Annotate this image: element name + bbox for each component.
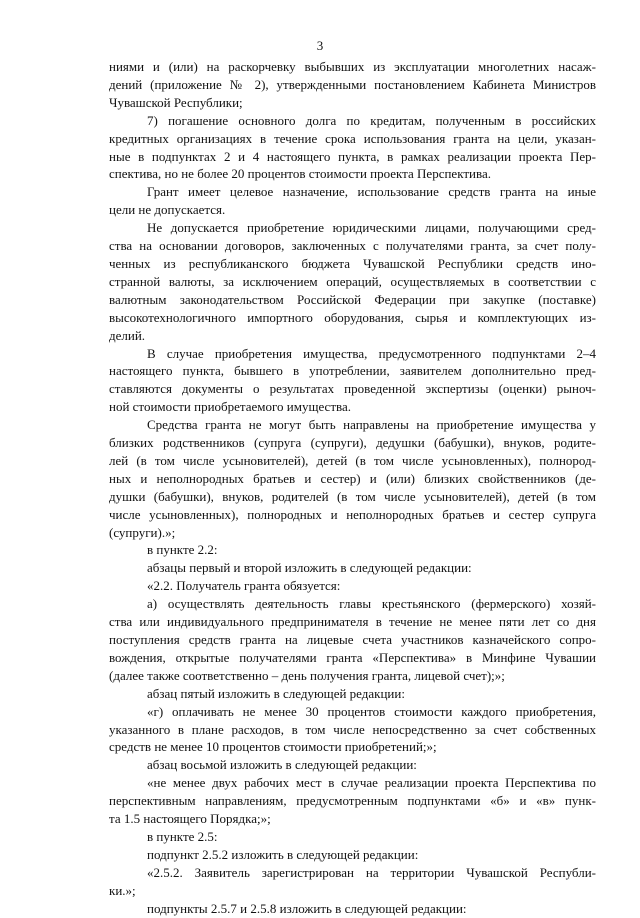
text-line: «2.2. Получатель гранта обязуется: (147, 578, 341, 594)
text-line: Средства гранта не могут быть направлены на приобретение имущества у (147, 417, 596, 433)
text-line: подпункт 2.5.2 изложить в следующей редакции: (147, 846, 419, 862)
text-line: Грант имеет целевое назначение, использование средств гранта на иные (147, 184, 596, 200)
text-line: указанного в плане расходов, в том числе непосредственно за счет собственных (109, 721, 596, 737)
text-line: вождения, открытые получателями гранта «Перспектива» в Минфине Чувашии (109, 649, 596, 665)
text-line: близких родственников (супруга (супруги), дедушки (бабушки), внуков, родите- (109, 435, 596, 451)
text-line: абзацы первый и второй изложить в следующей редакции: (147, 560, 472, 576)
text-line: лей (в том числе усыновителей), детей (в том числе усыновленных), полнород- (109, 452, 596, 468)
text-line: перспективным направлениям, предусмотренным подпунктами «б» и «в» пунк- (109, 793, 596, 809)
text-line: «не менее двух рабочих мест в случае реализации проекта Перспектива по (147, 775, 596, 791)
text-line: подпункты 2.5.7 и 2.5.8 изложить в следующей редакции: (147, 900, 467, 916)
text-line: ставляются документы о результатах проведенной экспертизы (оценки) рыноч- (109, 381, 596, 397)
text-line: В случае приобретения имущества, предусмотренного подпунктами 2–4 (147, 345, 596, 361)
text-line: странной валюты, за исключением операций, осуществляемых в соответствии с (109, 273, 596, 289)
text-line: числе усыновленных), полнородных и неполнородных братьев и сестер супруга (109, 506, 596, 522)
text-line: ченных из республиканского бюджета Чувашской Республики средств ино- (109, 255, 596, 271)
text-line: высокотехнологичного импортного оборудования, сырья и комплектующих из- (109, 309, 596, 325)
text-line: та 1.5 настоящего Порядка;»; (109, 811, 271, 827)
text-line: ства или индивидуального предпринимателя в течение не менее пяти лет со дня (109, 614, 596, 630)
text-line: настоящего пункта, бывшего в употреблении, заявителем дополнительно пред- (109, 363, 596, 379)
text-line: «г) оплачивать не менее 30 процентов стоимости каждого приобретения, (147, 703, 596, 719)
text-line: ниями и (или) на раскорчевку выбывших из эксплуатации многолетних насаж- (109, 59, 596, 74)
text-line: (далее также соответственно – день получения гранта, лицевой счет);»; (109, 667, 505, 683)
text-line: абзац пятый изложить в следующей редакции: (147, 685, 405, 701)
text-line: «2.5.2. Заявитель зарегистрирован на территории Чувашской Республи- (147, 864, 596, 880)
text-line: ные в подпунктах 2 и 4 настоящего пункта, в рамках реализации проекта Пер- (109, 148, 596, 164)
text-line: средств не менее 10 процентов стоимости приобретений;»; (109, 739, 437, 755)
text-line: Чувашской Республики; (109, 94, 243, 110)
text-line: ной стоимости приобретаемого имущества. (109, 399, 351, 415)
text-line: валютным законодательством Российской Федерации при закупке (поставке) (109, 291, 596, 307)
text-line: 7) погашение основного долга по кредитам, полученным в российских (147, 112, 596, 128)
text-line: Не допускается приобретение юридическими лицами, получающими сред- (147, 220, 596, 236)
text-line: (супруги).»; (109, 524, 176, 540)
text-line: ки.»; (109, 882, 136, 898)
text-line: спектива, но не более 20 процентов стоимости проекта Перспектива. (109, 166, 491, 182)
text-line: цели не допускается. (109, 202, 226, 218)
text-line: ных и неполнородных братьев и сестер) и (или) близких свойственников (де- (109, 470, 596, 486)
text-line: душки (бабушки), внуков, родителей (в том числе усыновителей), детей (в том (109, 488, 596, 504)
text-line: ства на основании договоров, заключенных с получателями гранта, за счет полу- (109, 238, 596, 254)
text-line: а) осуществлять деятельность главы крестьянского (фермерского) хозяй- (147, 596, 596, 612)
text-line: в пункте 2.5: (147, 828, 218, 844)
text-line: дений (приложение № 2), утвержденными постановлением Кабинета Министров (109, 76, 596, 92)
text-line: делий. (109, 327, 146, 343)
text-line: кредитных организациях в течение срока использования гранта на цели, указан- (109, 130, 596, 146)
text-line: в пункте 2.2: (147, 542, 218, 558)
document-body (109, 58, 596, 918)
text-line: поступления средств гранта на лицевые счета участников казначейского сопро- (109, 632, 596, 647)
page-number: 3 (316, 38, 324, 53)
text-line: абзац восьмой изложить в следующей редакции: (147, 757, 417, 773)
